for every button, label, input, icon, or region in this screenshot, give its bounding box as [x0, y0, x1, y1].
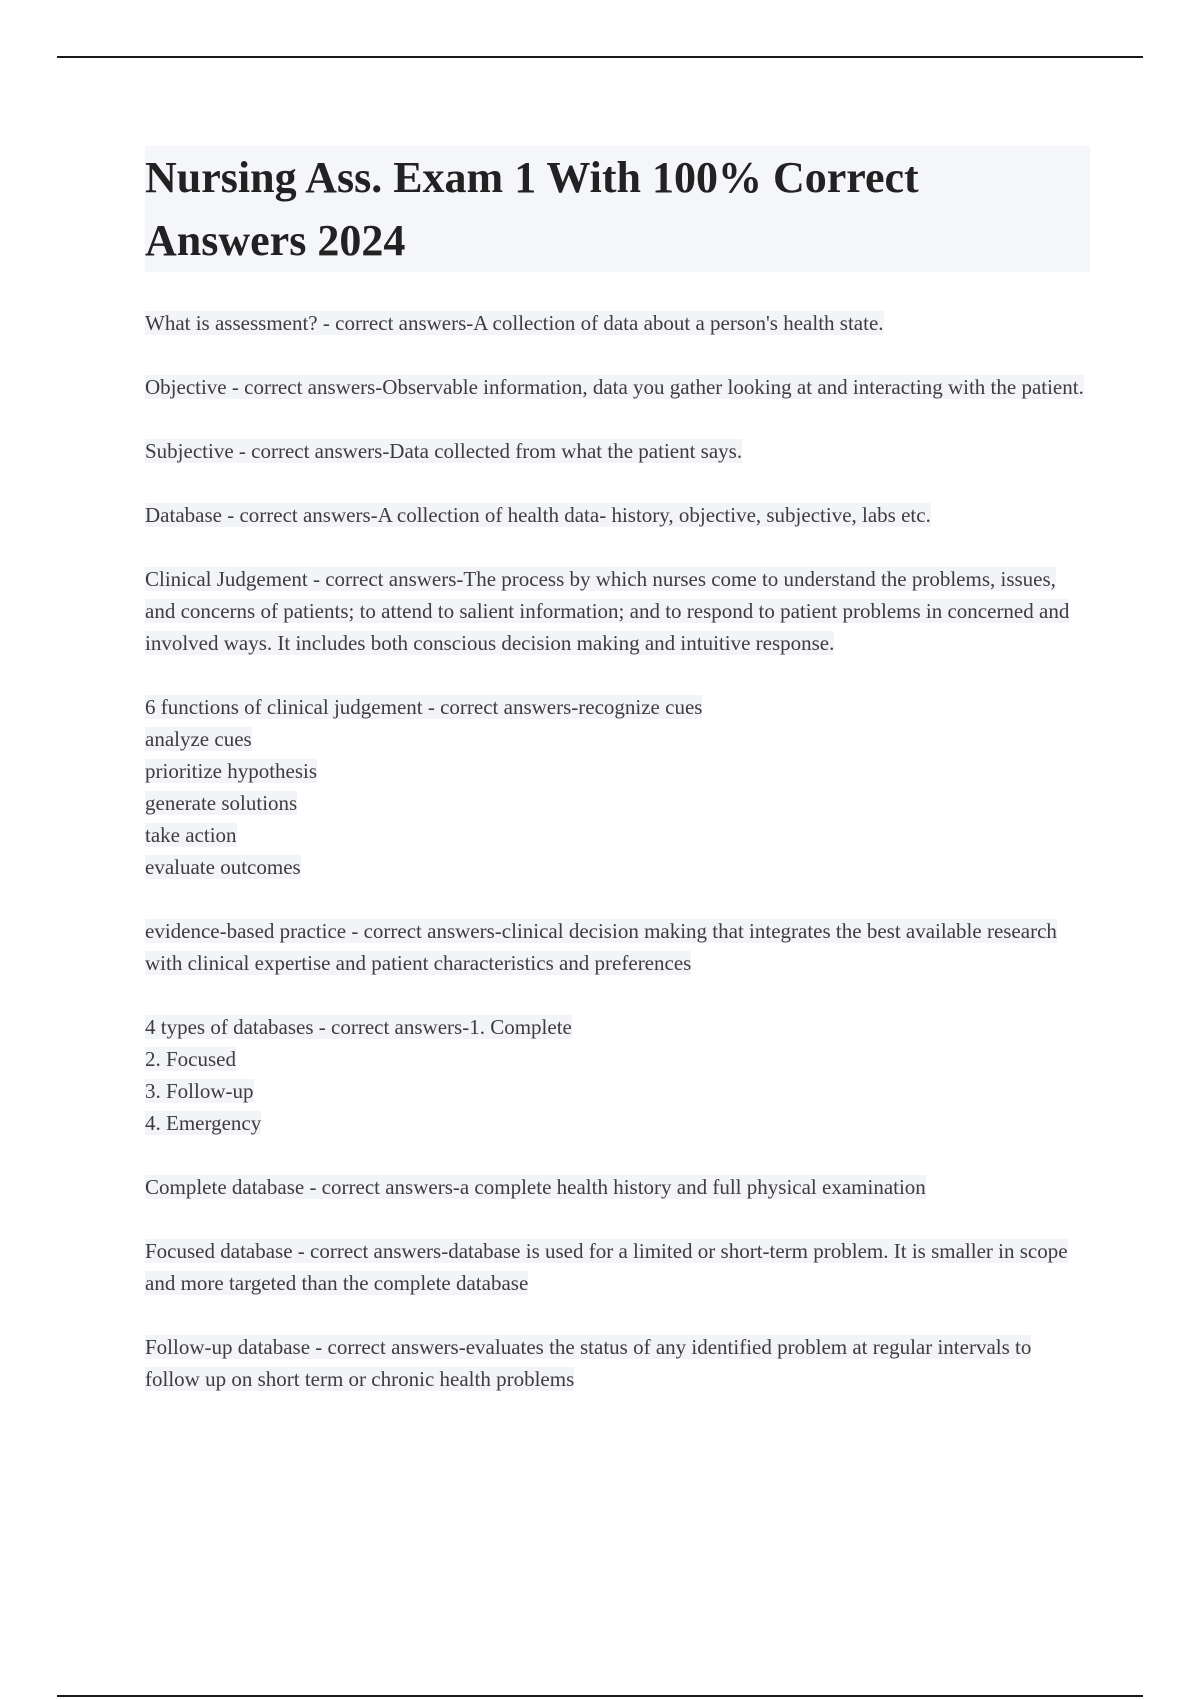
qa-text: Focused database - correct answers-database is used for a limited or short-term problem. It is smaller in scope and more targeted than the complete database: [145, 1239, 1068, 1295]
document-title: Nursing Ass. Exam 1 With 100% Correct Answers 2024: [145, 146, 1090, 272]
list-line: 3. Follow-up: [145, 1079, 254, 1103]
list-line: 2. Focused: [145, 1047, 236, 1071]
qa-item-database: [145, 499, 1090, 531]
qa-text: What is assessment? - correct answers-A collection of data about a person's health state.: [145, 311, 884, 335]
list-line: generate solutions: [145, 791, 298, 815]
qa-item-evidence-based-practice: [145, 915, 1090, 979]
list-line: 4 types of databases - correct answers-1. Complete: [145, 1015, 572, 1039]
qa-text: Subjective - correct answers-Data collected from what the patient says.: [145, 439, 743, 463]
qa-item-follow-up-database: [145, 1331, 1090, 1395]
qa-text: Database - correct answers-A collection of health data- history, objective, subjective, labs etc.: [145, 503, 931, 527]
qa-item-database-types: [145, 1011, 1090, 1139]
document-body: [145, 146, 1090, 1395]
qa-text: Objective - correct answers-Observable information, data you gather looking at and interacting with the patient.: [145, 375, 1084, 399]
qa-text: Complete database - correct answers-a complete health history and full physical examination: [145, 1175, 926, 1199]
qa-item-subjective: [145, 435, 1090, 467]
qa-text: evidence-based practice - correct answers-clinical decision making that integrates the best available research with clinical expertise and patient characteristics and preferences: [145, 919, 1057, 975]
bottom-rule: [57, 1695, 1143, 1697]
qa-item-clinical-judgement: [145, 563, 1090, 659]
list-line: evaluate outcomes: [145, 855, 301, 879]
qa-item-complete-database: [145, 1171, 1090, 1203]
qa-item-assessment: [145, 307, 1090, 339]
qa-text: Follow-up database - correct answers-evaluates the status of any identified problem at regular intervals to follow up on short term or chronic health problems: [145, 1335, 1032, 1391]
qa-text: Clinical Judgement - correct answers-The process by which nurses come to understand the problems, issues, and concerns of patients; to attend to salient information; and to respond to patient problems in concerned and involved ways. It includes both conscious decision making and intuitive response.: [145, 567, 1070, 655]
list-line: take action: [145, 823, 237, 847]
qa-item-clinical-judgement-functions: [145, 691, 1090, 883]
list-line: analyze cues: [145, 727, 252, 751]
list-line: prioritize hypothesis: [145, 759, 318, 783]
list-line: 6 functions of clinical judgement - correct answers-recognize cues: [145, 695, 703, 719]
list-line: 4. Emergency: [145, 1111, 262, 1135]
qa-item-objective: [145, 371, 1090, 403]
qa-item-focused-database: [145, 1235, 1090, 1299]
top-rule: [57, 56, 1143, 58]
